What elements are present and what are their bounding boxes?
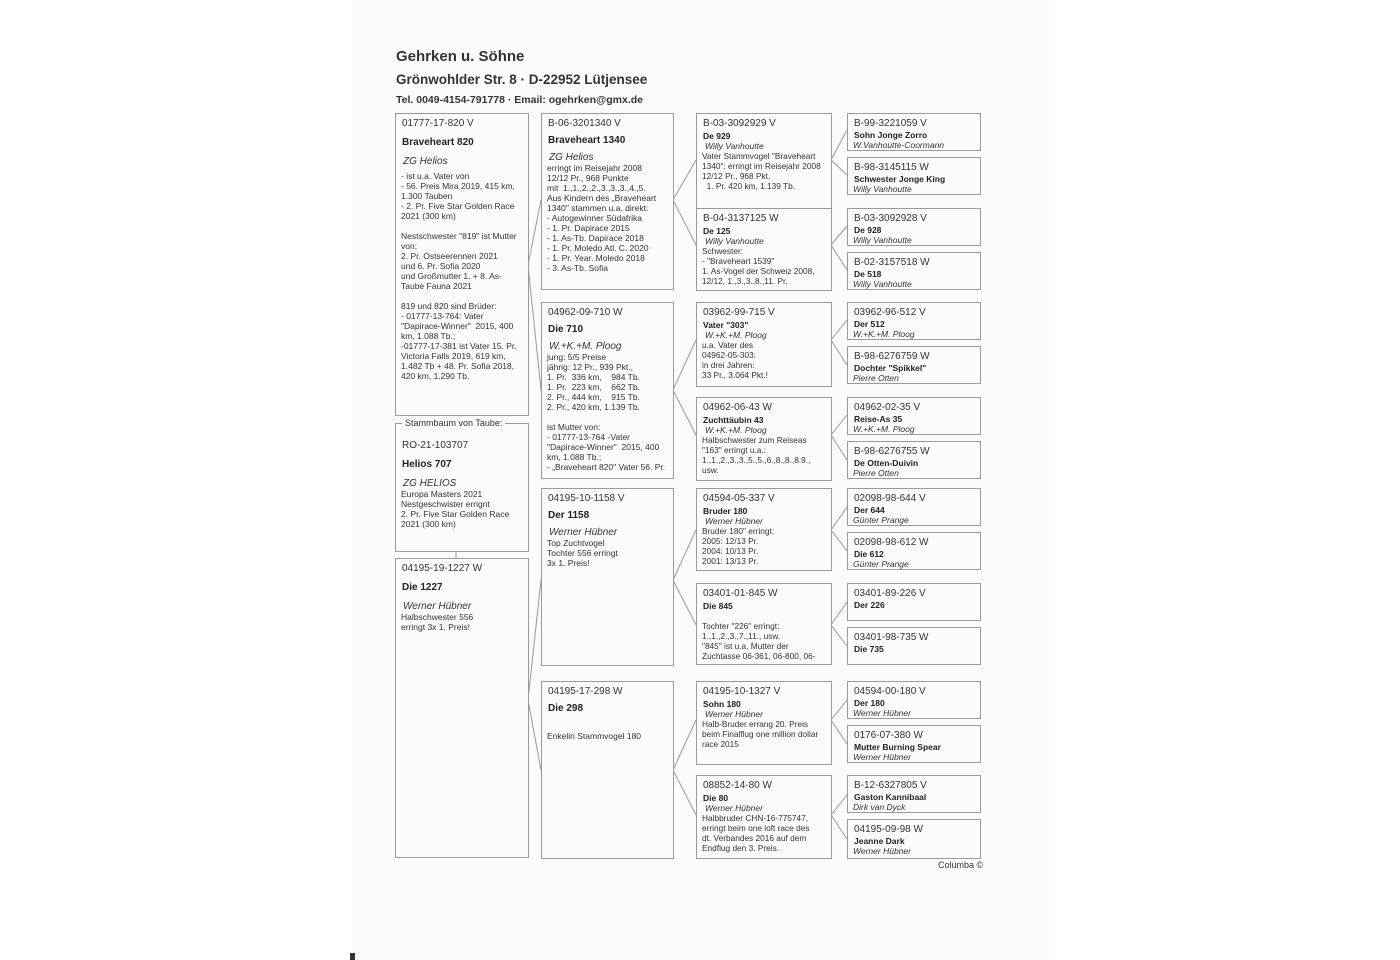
great-great-grandparent-card	[847, 302, 981, 340]
owner: Willy Vanhoutte	[705, 141, 764, 151]
ring-number: B-98-3145115 W	[854, 162, 929, 173]
pigeon-name: Die 298	[548, 703, 584, 714]
pigeon-name: Schwester Jonge King	[854, 174, 946, 184]
owner: W.+K.+M. Ploog	[705, 330, 767, 340]
owner: ZG HELIOS	[403, 478, 457, 489]
owner: Dirk van Dyck	[853, 802, 906, 812]
ring-number: B-98-6276759 W	[854, 351, 930, 362]
owner: Werner Hübner	[853, 752, 911, 762]
ring-number: 0176-07-380 W	[854, 730, 923, 741]
great-grandparent-card	[696, 302, 832, 387]
owner: Werner Hübner	[705, 803, 763, 813]
grandparent-card	[541, 681, 674, 859]
notes: erringt im Reisejahr 2008 12/12 Pr., 968 Punkte mit 1.,1.,2.,2.,3.,3.,3.,4.,5. Aus Kindern des „Braveheart 1340" stammen u.a. direkt: - Autogewinner Südafrika - 1. Pr. Dapirace 2015 - 1. As-Tb. Dapirace 2018 - 1. Pr. Moledo Atl. C. 2020 - 1. Pr. Year. Moledo 2018 - 3. As-Tb. Sofia	[547, 163, 657, 273]
owner: Werner Hübner	[705, 516, 763, 526]
notes: - ist u.a. Vater von - 56. Preis Mira 2019, 415 km, 1.300 Tauben - 2. Pr. Five Star Golden Race 2021 (300 km) Nestschwester "819" ist Mutter von: 2. Pr. Ostseerennen 2021 und 6. Pr. Sofia 2020 und Großmutter 1. + 8. As- Taube Fauna 2021 819 und 820 sind Brüder: - 01777-13-764: Vater "Dapirace-Winner" 2015, 400 km, 1.088 Tb.; -01777-17-381 ist Vater 15. Pr. Victoria Falls 2019, 619 km, 1.482 Tb + 48. Pr. Sofia 2018, 420 km, 1.290 Tb.	[401, 171, 517, 381]
great-grandparent-card	[696, 583, 832, 665]
owner: Pierre Otten	[853, 373, 899, 383]
great-great-grandparent-card	[847, 397, 981, 435]
notes: Enkelin Stammvogel 180	[547, 731, 642, 741]
ring-number: 08852-14-80 W	[703, 780, 772, 791]
great-great-grandparent-card	[847, 583, 981, 621]
pigeon-name: Dochter "Spikkel"	[854, 363, 927, 373]
owner: W.+K.+M. Ploog	[853, 329, 915, 339]
ring-number: 04195-19-1227 W	[402, 563, 483, 574]
great-great-grandparent-card	[847, 681, 981, 719]
pigeon-name: Zuchttäubin 43	[703, 415, 764, 425]
ring-number: 02098-98-612 W	[854, 537, 929, 548]
grandparent-card	[541, 302, 674, 479]
owner: W.Vanhoutte-Coormann	[853, 140, 945, 150]
great-great-grandparent-card	[847, 488, 981, 526]
pigeon-name: Sohn 180	[703, 699, 741, 709]
ring-number: 04195-10-1327 V	[703, 686, 781, 697]
owner: Willy Vanhoutte	[705, 236, 764, 246]
ring-number: RO-21-103707	[402, 440, 469, 451]
great-grandparent-card	[696, 488, 832, 571]
owner	[549, 720, 668, 731]
owner: Günter Prange	[853, 559, 909, 569]
great-grandparent-card	[696, 775, 832, 859]
grandparent-card	[541, 488, 674, 666]
great-great-grandparent-card	[847, 113, 981, 151]
notes: u.a. Vater des 04962-05-303: in drei Jahren: 33 Pr., 3.064 Pkt.!	[702, 340, 768, 380]
pigeon-card-mother	[395, 558, 529, 858]
owner: Werner Hübner	[403, 601, 472, 612]
owner: ZG Helios	[549, 152, 594, 163]
pedigree-of-card	[395, 423, 529, 552]
breeder-name: Gehrken u. Söhne	[396, 48, 525, 65]
ring-number: 04594-05-337 V	[703, 493, 775, 504]
ring-number: 03401-98-735 W	[854, 632, 929, 643]
pigeon-name: De 125	[703, 226, 731, 236]
ring-number: B-12-6327805 V	[854, 780, 927, 791]
great-great-grandparent-card	[847, 532, 981, 570]
ring-number: B-06-3201340 V	[548, 118, 621, 129]
ring-number: 03401-89-226 V	[854, 588, 926, 599]
ring-number: 04195-17-298 W	[548, 686, 623, 697]
great-grandparent-card	[696, 208, 832, 291]
pigeon-name: Bruder 180	[703, 506, 748, 516]
pigeon-card-father	[395, 113, 529, 416]
pigeon-name: Jeanne Dark	[854, 836, 905, 846]
pedigree-caption: Stammbaum von Taube:	[402, 418, 505, 428]
owner: Pierre Otten	[853, 468, 899, 478]
ring-number: B-02-3157518 W	[854, 257, 930, 268]
owner: Werner Hübner	[705, 709, 763, 719]
pigeon-name: Vater "303"	[703, 320, 749, 330]
pigeon-name: De 928	[854, 225, 882, 235]
pigeon-name: Die 735	[854, 644, 884, 654]
pigeon-name: Braveheart 1340	[548, 135, 626, 146]
ring-number: 03962-96-512 V	[854, 307, 926, 318]
owner: W.+K.+M. Ploog	[853, 424, 915, 434]
pigeon-name: Mutter Burning Spear	[854, 742, 941, 752]
ring-number: 04962-09-710 W	[548, 307, 623, 318]
pigeon-name: Helios 707	[402, 459, 452, 470]
ring-number: B-99-3221059 V	[854, 118, 927, 129]
great-great-grandparent-card	[847, 725, 981, 763]
pigeon-name: Reise-As 35	[854, 414, 903, 424]
owner: Werner Hübner	[549, 527, 618, 538]
owner: ZG Helios	[403, 156, 448, 167]
pigeon-name: Der 180	[854, 698, 885, 708]
pigeon-name: Die 80	[703, 793, 729, 803]
owner: Günter Prange	[853, 515, 909, 525]
notes: Halbschwester 556 erringt 3x 1. Preis!	[401, 612, 474, 632]
ring-number: 01777-17-820 V	[402, 118, 474, 129]
great-grandparent-card	[696, 681, 832, 765]
ring-number: 03401-01-845 W	[703, 588, 778, 599]
pigeon-name: Sohn Jonge Zorro	[854, 130, 928, 140]
ring-number: B-03-3092928 V	[854, 213, 927, 224]
great-great-grandparent-card	[847, 157, 981, 195]
notes: Bruder 180" erringt: 2005: 12/13 Pr. 2004: 10/13 Pr. 2001: 13/13 Pr.	[702, 526, 775, 566]
notes: jung: 5/5 Preise jährig: 12 Pr., 939 Pkt., 1. Pr. 336 km, 984 Tb. 1. Pr. 223 km, 662 Tb. 2. Pr., 444 km, 915 Tb. 2. Pr., 420 km, 1.139 Tb. ist Mutter von: - 01777-13-764 -Vater "Dapirace-Winner" 2015, 400 km, 1.088 Tb.; - „Braveheart 820" Vater 56. Pr.	[547, 352, 666, 472]
pigeon-name: Der 1158	[548, 510, 590, 521]
notes: Europa Masters 2021 Nestgeschwister errignt 2. Pr. Five Star Golden Race 2021 (300 km)	[401, 489, 510, 529]
grandparent-card	[541, 113, 674, 290]
owner: Werner Hübner	[853, 846, 911, 856]
great-great-grandparent-card	[847, 441, 981, 479]
notes: Halbschwester zum Reiseas "163" erringt u.a.: 1.,1.,2.,3.,3.,5.,5.,6.,8.,8.,8.9., usw.	[702, 435, 811, 475]
owner: Werner Hübner	[853, 708, 911, 718]
pigeon-name: Der 644	[854, 505, 885, 515]
great-great-grandparent-card	[847, 627, 981, 665]
pigeon-name: Braveheart 820	[402, 137, 474, 148]
pigeon-name: Die 845	[703, 601, 733, 611]
software-credit: Columba ©	[938, 860, 984, 870]
notes: Halbbruder CHN-16-775747, erringt beim one loft race des dt. Verbandes 2016 auf dem Endflug den 3. Preis.	[702, 813, 810, 853]
great-great-grandparent-card	[847, 208, 981, 246]
great-great-grandparent-card	[847, 819, 981, 859]
owner: Willy Vanhoutte	[853, 235, 912, 245]
pigeon-name: Gaston Kannibaal	[854, 792, 927, 802]
notes: Schwester: - "Braveheart 1539" 1. As-Vogel der Schweiz 2008, 12/12, 1.,3.,3.,8.,11. Pr.	[702, 246, 815, 286]
ring-number: 04962-02-35 V	[854, 402, 921, 413]
ring-number: 02098-98-644 V	[854, 493, 926, 504]
owner: W.+K.+M. Ploog	[705, 425, 767, 435]
ring-number: 04195-09-98 W	[854, 824, 923, 835]
ring-number: 03962-99-715 V	[703, 307, 775, 318]
great-great-grandparent-card	[847, 775, 981, 813]
pigeon-name: Der 226	[854, 600, 885, 610]
notes: Vater Stammvogel "Braveheart 1340": erringt im Reisejahr 2008 12/12 Pr., 968 Pkt. 1. Pr. 420 km, 1.139 Tb.	[702, 151, 821, 191]
great-great-grandparent-card	[847, 346, 981, 384]
great-grandparent-card	[696, 397, 832, 481]
ring-number: B-04-3137125 W	[703, 213, 779, 224]
owner: Willy Vanhoutte	[853, 184, 912, 194]
ring-number: 04195-10-1158 V	[548, 493, 625, 504]
ring-number: B-03-3092929 V	[703, 118, 776, 129]
breeder-address: Grönwohlder Str. 8 · D-22952 Lütjensee	[396, 72, 648, 87]
pigeon-name: De 518	[854, 269, 882, 279]
ring-number: 04962-06-43 W	[703, 402, 772, 413]
ring-number: B-98-6276755 W	[854, 446, 930, 457]
pigeon-name: De 929	[703, 131, 731, 141]
great-great-grandparent-card	[847, 252, 981, 290]
notes: Top Zuchtvogel Tochter 556 erringt 3x 1. Preis!	[547, 538, 618, 568]
breeder-contact: Tel. 0049-4154-791778 · Email: ogehrken@gmx.de	[396, 94, 643, 106]
owner: Willy Vanhoutte	[853, 279, 912, 289]
pigeon-name: Die 1227	[402, 582, 443, 593]
ring-number: 04594-00-180 V	[854, 686, 926, 697]
pigeon-name: Die 710	[548, 324, 584, 335]
owner: W.+K.+M. Ploog	[549, 341, 622, 352]
notes: Tochter "226" erringt: 1.,1.,2.,3.,7.,11., usw. "845" ist u.a. Mutter der Zuchtasse 06-361, 06-800, 06-	[702, 621, 816, 661]
pigeon-name: De Otten-Duivin	[854, 458, 919, 468]
pigeon-name: Die 612	[854, 549, 884, 559]
pigeon-name: Der 512	[854, 319, 885, 329]
notes: Halb-Bruder errang 20. Preis beim Finalflug one million dollar race 2015	[702, 719, 819, 749]
